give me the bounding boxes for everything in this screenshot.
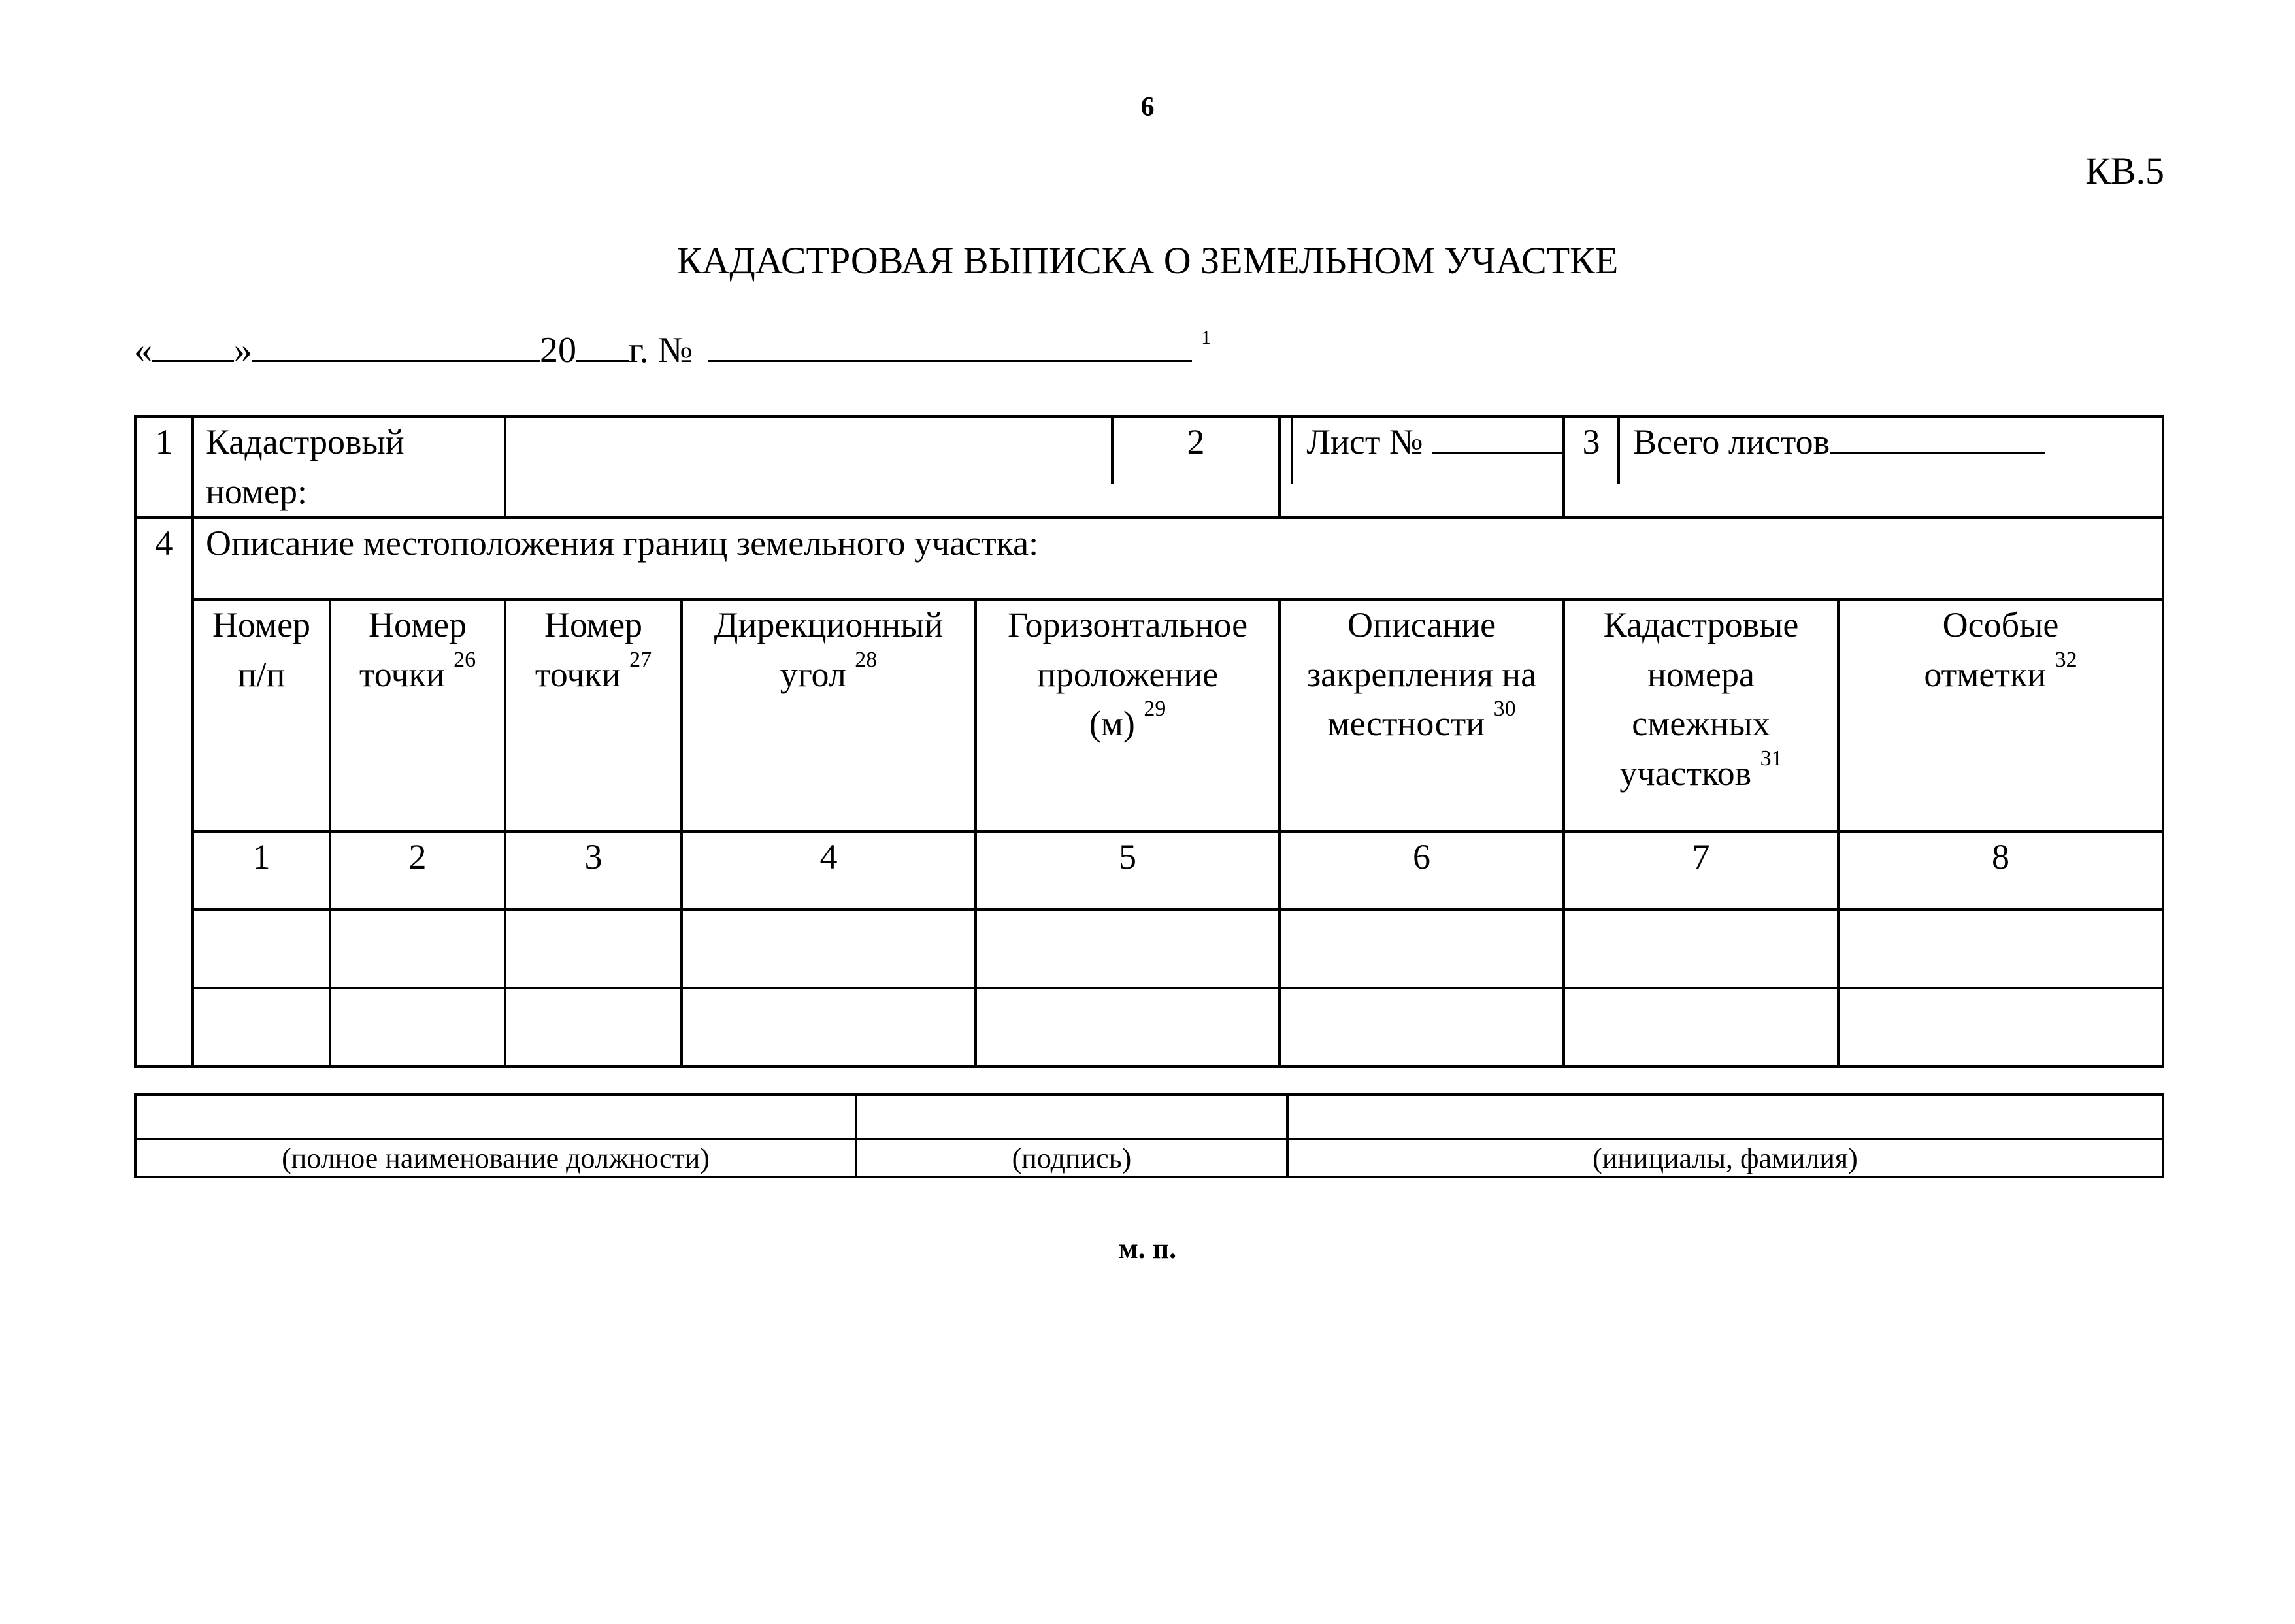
col-header-distance: Горизонтальное проложение (м) $^{29}$ — [976, 599, 1280, 831]
total-sheets-blank[interactable] — [1830, 423, 2045, 454]
page-number: 6 — [1140, 92, 1155, 122]
col-number: 2 — [330, 831, 505, 910]
col-number: 6 — [1280, 831, 1564, 910]
signature-block — [134, 1093, 2164, 1178]
boundary-table — [134, 415, 2164, 1068]
year-prefix: 20 — [540, 330, 576, 371]
seal-place-label: м. п. — [1118, 1233, 1177, 1265]
cell-number-2-edge — [1281, 418, 1293, 484]
table-cell[interactable] — [682, 988, 976, 1067]
sheet-label: Лист № — [1306, 422, 1423, 461]
col-header-bearing: Дирекционный угол $^{28}$ — [682, 599, 976, 831]
table-cell[interactable] — [1838, 910, 2163, 988]
name-field[interactable] — [1287, 1095, 2163, 1139]
table-cell[interactable] — [682, 910, 976, 988]
table-cell[interactable] — [330, 910, 505, 988]
number-label: г. № — [629, 330, 693, 371]
description-row — [135, 518, 2163, 599]
col-header-serial: Номер п/п — [193, 599, 330, 831]
document-number-blank — [708, 331, 1192, 362]
open-quote: « — [134, 330, 152, 371]
cadastral-number-label: Кадастровый номер: — [193, 416, 505, 518]
total-sheets-cell[interactable] — [1564, 416, 2163, 518]
signature-caption: (подпись) — [856, 1139, 1287, 1177]
sheet-number-cell[interactable] — [1280, 416, 1564, 518]
column-number-row — [135, 831, 2163, 910]
table-cell[interactable] — [330, 988, 505, 1067]
col-number: 7 — [1564, 831, 1838, 910]
table-cell[interactable] — [505, 988, 682, 1067]
cadastral-number-value[interactable] — [505, 416, 1280, 518]
table-cell[interactable] — [1280, 988, 1564, 1067]
table-cell[interactable] — [1564, 988, 1838, 1067]
col-number: 3 — [505, 831, 682, 910]
footnote-mark: 1 — [1201, 327, 1212, 348]
col-number: 8 — [1838, 831, 2163, 910]
position-caption: (полное наименование должности) — [135, 1139, 856, 1177]
table-cell[interactable] — [1564, 910, 1838, 988]
document-title: КАДАСТРОВАЯ ВЫПИСКА О ЗЕМЕЛЬНОМ УЧАСТКЕ — [676, 239, 1619, 282]
col-number: 1 — [193, 831, 330, 910]
date-number-line — [134, 327, 1211, 371]
day-blank — [152, 331, 234, 362]
table-cell[interactable] — [193, 910, 330, 988]
cadastral-number-input[interactable] — [506, 418, 1114, 484]
boundary-description-label: Описание местоположения границ земельного участка: — [193, 518, 2163, 599]
col-number: 5 — [976, 831, 1280, 910]
cell-number-4: 4 — [135, 518, 193, 1067]
cell-number-2: 2 — [1187, 422, 1205, 461]
cell-number-1: 1 — [135, 416, 193, 518]
signature-field[interactable] — [856, 1095, 1287, 1139]
column-header-row — [135, 599, 2163, 831]
header-row-1 — [135, 416, 2163, 518]
table-row — [135, 988, 2163, 1067]
close-quote: » — [234, 330, 252, 371]
table-cell[interactable] — [1838, 988, 2163, 1067]
sheet-number-blank[interactable] — [1432, 423, 1562, 454]
table-cell[interactable] — [505, 910, 682, 988]
position-field[interactable] — [135, 1095, 856, 1139]
col-header-fixing: Описание закрепления на местности $^{30}$ — [1280, 599, 1564, 831]
col-number: 4 — [682, 831, 976, 910]
col-header-point-2: Номер точки $^{27}$ — [505, 599, 682, 831]
table-row — [135, 910, 2163, 988]
year-blank — [576, 331, 629, 362]
table-cell[interactable] — [193, 988, 330, 1067]
table-cell[interactable] — [976, 988, 1280, 1067]
form-code: КВ.5 — [2085, 150, 2164, 192]
name-caption: (инициалы, фамилия) — [1287, 1139, 2163, 1177]
col-header-remarks: Особые отметки $^{32}$ — [1838, 599, 2163, 831]
signature-caption-row — [135, 1139, 2163, 1177]
cell-number-3: 3 — [1565, 418, 1620, 484]
table-cell[interactable] — [1280, 910, 1564, 988]
table-cell[interactable] — [976, 910, 1280, 988]
total-sheets-label: Всего листов — [1633, 422, 1830, 461]
signature-fill-row — [135, 1095, 2163, 1139]
col-header-adjacent: Кадастровые номера смежных участков $^{31}$ — [1564, 599, 1838, 831]
col-header-point-1: Номер точки $^{26}$ — [330, 599, 505, 831]
month-blank — [252, 331, 540, 362]
